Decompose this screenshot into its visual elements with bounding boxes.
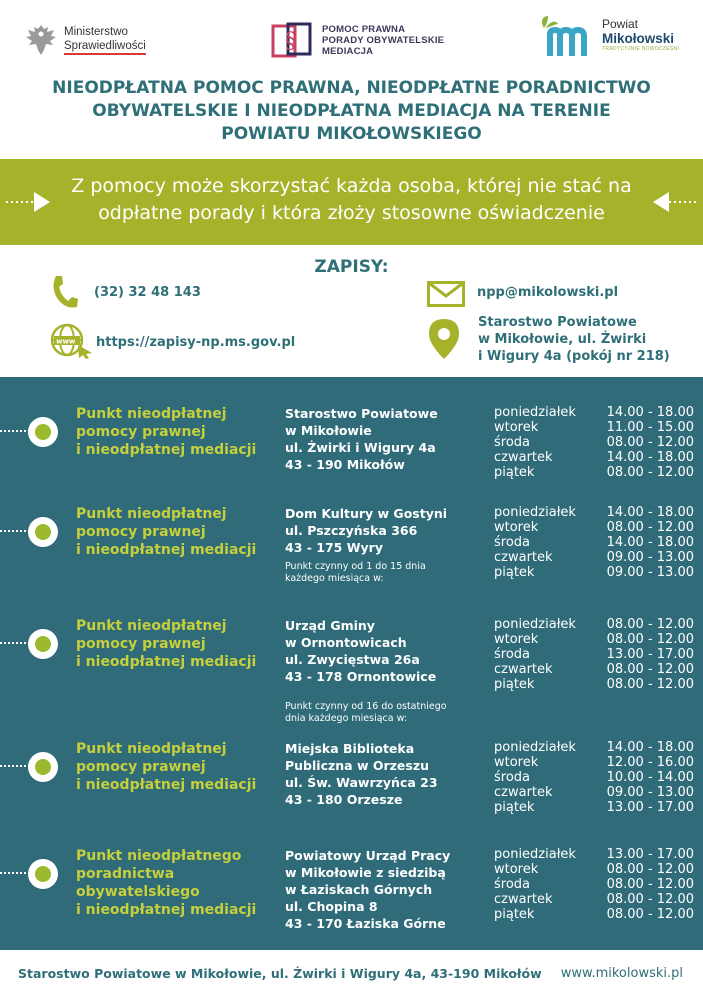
time-range: 08.00 - 12.00 <box>606 862 694 877</box>
hours-row <box>494 892 694 907</box>
point-name-line: pomocy prawnej <box>76 524 206 540</box>
point-name-line: Punkt nieodpłatnej <box>76 406 227 422</box>
title-line3: POWIATU MIKOŁOWSKIEGO <box>221 124 482 144</box>
address-line: w Mikołowie <box>285 423 372 438</box>
location-line1: Starostwo Powiatowe <box>478 315 637 330</box>
address-line: Dom Kultury w Gostyni <box>285 506 448 521</box>
eagle-emblem-icon <box>24 22 58 58</box>
weekday: czwartek <box>494 785 553 800</box>
point-name-line: i nieodpłatnej mediacji <box>76 777 257 793</box>
hours-row <box>494 770 694 785</box>
weekday: piątek <box>494 907 535 922</box>
hours-row <box>494 847 694 862</box>
powiat-logo <box>538 12 679 58</box>
point-name <box>76 847 276 919</box>
hours-row <box>494 617 694 632</box>
point-name <box>76 617 276 671</box>
hours-row <box>494 535 694 550</box>
point-name-line: Punkt nieodpłatnej <box>76 741 227 757</box>
point-name-line: poradnictwa <box>76 866 175 882</box>
opening-hours <box>494 617 694 692</box>
address-line: ul. Zwycięstwa 26a <box>285 652 420 667</box>
hours-row <box>494 877 694 892</box>
weekday: poniedziałek <box>494 617 576 632</box>
email-link[interactable]: npp@mikolowski.pl <box>477 285 619 300</box>
point-name-line: i nieodpłatnej mediacji <box>76 542 257 558</box>
time-range: 14.00 - 18.00 <box>606 450 694 465</box>
address-line: ul. Chopina 8 <box>285 899 378 914</box>
footer-address: Starostwo Powiatowe w Mikołowie, ul. Żwirki i Wigury 4a, 43-190 Mikołów <box>18 966 542 981</box>
hours-row <box>494 677 694 692</box>
svg-text:§: § <box>285 29 296 54</box>
time-range: 13.00 - 17.00 <box>606 800 694 815</box>
time-range: 14.00 - 18.00 <box>606 505 694 520</box>
bullet-circle-icon <box>28 752 58 782</box>
time-range: 13.00 - 17.00 <box>606 847 694 862</box>
hours-row <box>494 565 694 580</box>
weekday: czwartek <box>494 550 553 565</box>
point-name-line: pomocy prawnej <box>76 759 206 775</box>
address-line: w Łaziskach Górnych <box>285 882 433 897</box>
hours-row <box>494 740 694 755</box>
weekday: poniedziałek <box>494 405 576 420</box>
point-name-line: i nieodpłatnej mediacji <box>76 442 257 458</box>
location-line3: i Wigury 4a (pokój nr 218) <box>478 349 670 364</box>
opening-hours <box>494 405 694 480</box>
address-line: Powiatowy Urząd Pracy <box>285 848 451 863</box>
point-address <box>285 405 485 473</box>
point-name-line: Punkt nieodpłatnej <box>76 618 227 634</box>
time-range: 09.00 - 13.00 <box>606 565 694 580</box>
note-line: Punkt czynny od 1 do 15 dnia <box>285 561 426 572</box>
address-line: 43 - 190 Mikołów <box>285 457 405 472</box>
hours-row <box>494 550 694 565</box>
point-name-line: Punkt nieodpłatnego <box>76 848 242 864</box>
npp-logo <box>270 20 444 60</box>
envelope-icon <box>427 281 465 307</box>
point-name-line: pomocy prawnej <box>76 424 206 440</box>
opening-hours <box>494 740 694 815</box>
time-range: 08.00 - 12.00 <box>606 617 694 632</box>
weekday: piątek <box>494 677 535 692</box>
powiat-line1: Powiat <box>602 16 639 31</box>
point-address <box>285 740 485 808</box>
hours-row <box>494 632 694 647</box>
hours-row <box>494 405 694 420</box>
point-address <box>285 847 485 932</box>
npp-line2: PORADY OBYWATELSKIE <box>322 34 445 46</box>
hours-row <box>494 450 694 465</box>
hours-row <box>494 520 694 535</box>
address-line: 43 - 180 Orzesze <box>285 792 403 807</box>
npp-line3: MEDIACJA <box>322 45 374 57</box>
time-range: 08.00 - 12.00 <box>606 677 694 692</box>
time-range: 12.00 - 16.00 <box>606 755 694 770</box>
bullet-circle-icon <box>28 517 58 547</box>
note-line: dnia każdego miesiąca w: <box>285 713 408 724</box>
address-line: ul. Żwirki i Wigury 4a <box>285 440 436 455</box>
time-range: 10.00 - 14.00 <box>606 770 694 785</box>
registration-website-link[interactable]: https://zapisy-np.ms.gov.pl <box>96 335 296 350</box>
office-location <box>478 314 670 365</box>
powiat-tagline: TRADYCYJNIE NOWOCZEŚNI <box>602 45 680 52</box>
availability-note <box>285 561 485 585</box>
weekday: wtorek <box>494 862 539 877</box>
time-range: 08.00 - 12.00 <box>606 907 694 922</box>
address-line: 43 - 178 Ornontowice <box>285 669 437 684</box>
weekday: wtorek <box>494 520 539 535</box>
point-name-line: pomocy prawnej <box>76 636 206 652</box>
bullet-circle-icon <box>28 417 58 447</box>
hours-row <box>494 785 694 800</box>
weekday: poniedziałek <box>494 847 576 862</box>
time-range: 14.00 - 18.00 <box>606 535 694 550</box>
bullet-circle-icon <box>28 629 58 659</box>
zapisy-heading: ZAPISY: <box>314 257 389 277</box>
weekday: środa <box>494 877 531 892</box>
weekday: wtorek <box>494 632 539 647</box>
time-range: 08.00 - 12.00 <box>606 465 694 480</box>
point-name <box>76 740 276 794</box>
weekday: wtorek <box>494 755 539 770</box>
point-name <box>76 405 276 459</box>
address-line: Starostwo Powiatowe <box>285 406 438 421</box>
www-globe-icon <box>48 323 94 359</box>
powiat-line2: Mikołowski <box>602 30 675 46</box>
weekday: poniedziałek <box>494 740 576 755</box>
weekday: piątek <box>494 465 535 480</box>
time-range: 08.00 - 12.00 <box>606 662 694 677</box>
weekday: czwartek <box>494 450 553 465</box>
time-range: 11.00 - 15.00 <box>606 420 694 435</box>
hours-row <box>494 435 694 450</box>
address-line: 43 - 170 Łaziska Górne <box>285 916 446 931</box>
powiat-m-icon <box>538 12 598 58</box>
hours-row <box>494 647 694 662</box>
address-line: Miejska Biblioteka <box>285 741 415 756</box>
eligibility-banner <box>0 159 703 245</box>
npp-line1: POMOC PRAWNA <box>322 23 406 35</box>
time-range: 08.00 - 12.00 <box>606 435 694 450</box>
address-line: ul. Pszczyńska 366 <box>285 523 418 538</box>
weekday: środa <box>494 647 531 662</box>
time-range: 14.00 - 18.00 <box>606 740 694 755</box>
hours-row <box>494 800 694 815</box>
opening-hours <box>494 505 694 580</box>
ministry-line2: Sprawiedliwości <box>64 39 146 55</box>
point-address <box>285 617 485 685</box>
npp-mark-icon <box>270 20 314 60</box>
address-line: w Ornontowicach <box>285 635 407 650</box>
address-line: 43 - 175 Wyry <box>285 540 383 555</box>
phone-icon <box>50 274 78 310</box>
svg-text:www: www <box>56 337 76 346</box>
weekday: środa <box>494 770 531 785</box>
weekday: środa <box>494 535 531 550</box>
ministry-logo <box>24 22 146 58</box>
hours-row <box>494 662 694 677</box>
hours-row <box>494 755 694 770</box>
ministry-line1: Ministerstwo <box>64 26 128 38</box>
point-name-line: i nieodpłatnej mediacji <box>76 654 257 670</box>
time-range: 08.00 - 12.00 <box>606 877 694 892</box>
point-name-line: Punkt nieodpłatnej <box>76 506 227 522</box>
title-line1: NIEODPŁATNA POMOC PRAWNA, NIEODPŁATNE PORADNICTWO <box>52 78 651 98</box>
time-range: 09.00 - 13.00 <box>606 550 694 565</box>
address-line: ul. Św. Wawrzyńca 23 <box>285 775 438 790</box>
time-range: 13.00 - 17.00 <box>606 647 694 662</box>
phone-number[interactable]: (32) 32 48 143 <box>94 285 201 300</box>
weekday: wtorek <box>494 420 539 435</box>
weekday: czwartek <box>494 662 553 677</box>
weekday: piątek <box>494 565 535 580</box>
time-range: 14.00 - 18.00 <box>606 405 694 420</box>
time-range: 08.00 - 12.00 <box>606 632 694 647</box>
page-title <box>0 77 703 146</box>
address-line: w Mikołowie z siedzibą <box>285 865 446 880</box>
weekday: środa <box>494 435 531 450</box>
points-panel <box>0 377 703 950</box>
banner-line1: Z pomocy może skorzystać każda osoba, której nie stać na <box>71 175 632 197</box>
availability-note <box>285 701 485 725</box>
weekday: piątek <box>494 800 535 815</box>
weekday: czwartek <box>494 892 553 907</box>
location-pin-icon <box>428 318 460 360</box>
location-line2: w Mikołowie, ul. Żwirki <box>478 332 647 347</box>
time-range: 09.00 - 13.00 <box>606 785 694 800</box>
hours-row <box>494 862 694 877</box>
banner-line2: odpłatne porady i która złoży stosowne oświadczenie <box>98 202 605 224</box>
bullet-circle-icon <box>28 859 58 889</box>
weekday: poniedziałek <box>494 505 576 520</box>
address-line: Urząd Gminy <box>285 618 375 633</box>
address-line: Publiczna w Orzeszu <box>285 758 430 773</box>
note-line: Punkt czynny od 16 do ostatniego <box>285 701 447 712</box>
point-address <box>285 505 485 556</box>
point-name <box>76 505 276 559</box>
title-line2: OBYWATELSKIE I NIEODPŁATNA MEDIACJA NA TERENIE <box>92 101 611 121</box>
footer-website-link[interactable]: www.mikolowski.pl <box>560 966 683 981</box>
arrow-left-icon <box>651 192 697 212</box>
hours-row <box>494 420 694 435</box>
opening-hours <box>494 847 694 922</box>
header-logos <box>0 0 703 70</box>
point-name-line: i nieodpłatnej mediacji <box>76 902 257 918</box>
time-range: 08.00 - 12.00 <box>606 520 694 535</box>
hours-row <box>494 505 694 520</box>
hours-row <box>494 465 694 480</box>
point-name-line: obywatelskiego <box>76 884 200 900</box>
note-line: każdego miesiąca w: <box>285 573 384 584</box>
hours-row <box>494 907 694 922</box>
time-range: 08.00 - 12.00 <box>606 892 694 907</box>
